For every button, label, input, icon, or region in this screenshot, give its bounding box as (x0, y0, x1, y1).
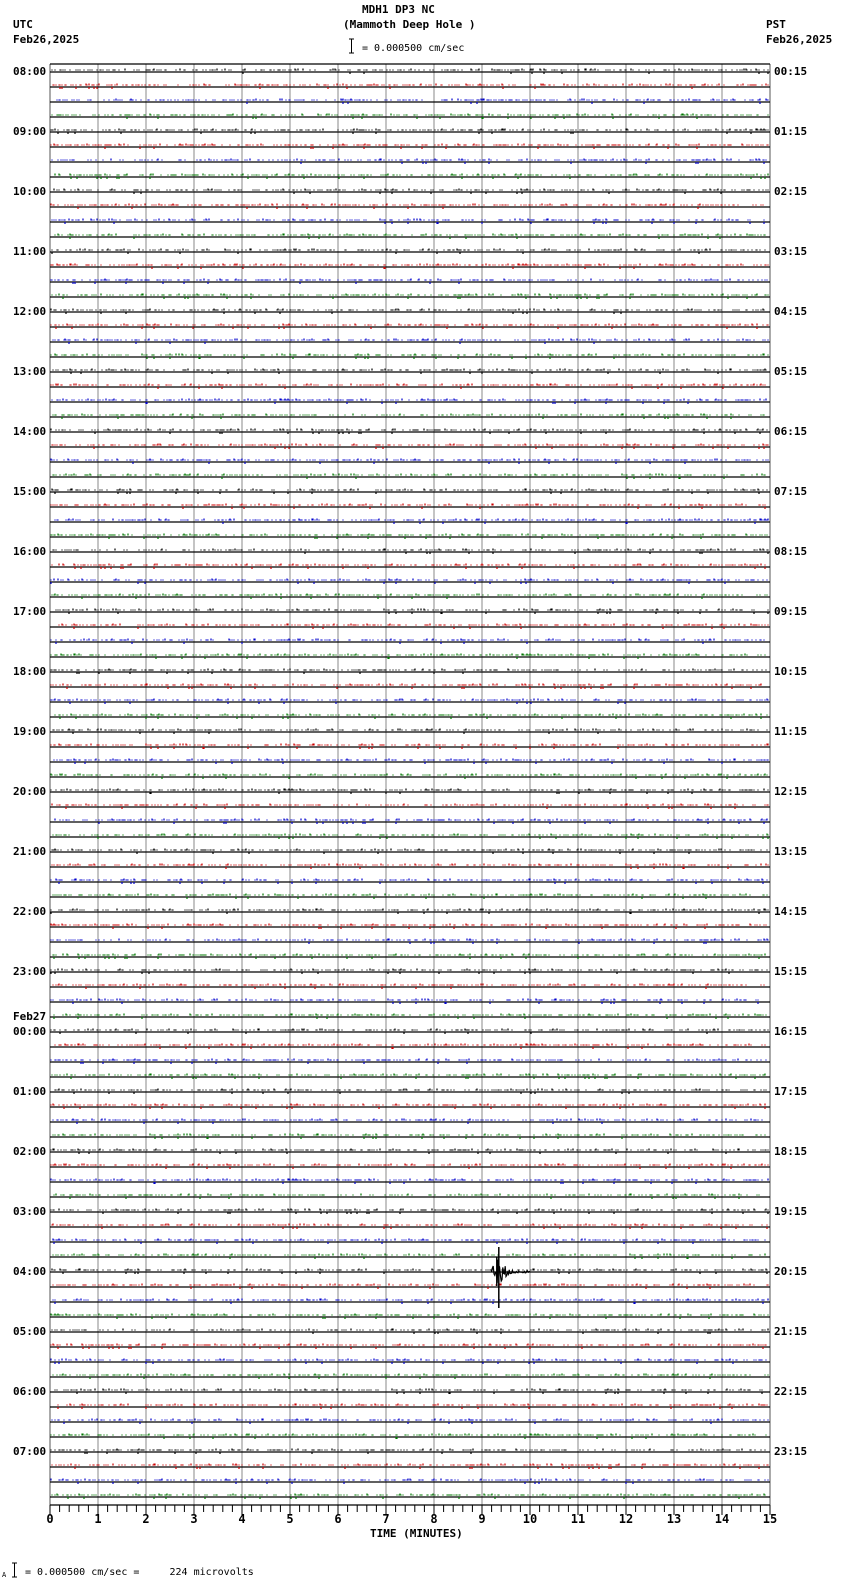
pst-time-label: 00:15 (774, 65, 808, 78)
scale-text: = 0.000500 cm/sec (362, 43, 465, 54)
utc-date-label: Feb27 (13, 1010, 47, 1023)
x-tick-label: 4 (238, 1512, 246, 1526)
utc-time-label: 03:00 (13, 1205, 47, 1218)
pst-time-label: 01:15 (774, 125, 808, 138)
x-tick-label: 7 (382, 1512, 390, 1526)
x-tick-label: 13 (666, 1512, 682, 1526)
pst-time-label: 16:15 (774, 1025, 808, 1038)
pst-time-label: 08:15 (774, 545, 808, 558)
pst-time-label: 12:15 (774, 785, 808, 798)
utc-time-label: 07:00 (13, 1445, 47, 1458)
pst-time-label: 05:15 (774, 365, 808, 378)
utc-time-label: 00:00 (13, 1025, 47, 1038)
utc-time-label: 18:00 (13, 665, 47, 678)
pst-time-label: 07:15 (774, 485, 808, 498)
right-date: Feb26,2025 (766, 33, 833, 46)
x-tick-label: 9 (478, 1512, 486, 1526)
right-timezone: PST (766, 18, 786, 31)
x-tick-label: 14 (714, 1512, 730, 1526)
x-tick-label: 1 (94, 1512, 102, 1526)
utc-time-label: 15:00 (13, 485, 47, 498)
utc-time-label: 08:00 (13, 65, 47, 78)
pst-time-label: 18:15 (774, 1145, 808, 1158)
x-tick-label: 6 (334, 1512, 342, 1526)
x-tick-label: 5 (286, 1512, 294, 1526)
pst-time-label: 20:15 (774, 1265, 808, 1278)
utc-time-label: 11:00 (13, 245, 47, 258)
left-timezone: UTC (13, 18, 33, 31)
utc-time-label: 17:00 (13, 605, 47, 618)
utc-time-label: 13:00 (13, 365, 47, 378)
pst-time-label: 02:15 (774, 185, 808, 198)
pst-time-label: 10:15 (774, 665, 808, 678)
x-tick-label: 10 (522, 1512, 538, 1526)
x-tick-label: 11 (570, 1512, 586, 1526)
utc-time-label: 12:00 (13, 305, 47, 318)
utc-time-label: 05:00 (13, 1325, 47, 1338)
pst-time-label: 03:15 (774, 245, 808, 258)
x-tick-label: 15 (762, 1512, 778, 1526)
pst-time-label: 13:15 (774, 845, 808, 858)
x-tick-label: 8 (430, 1512, 438, 1526)
utc-time-label: 09:00 (13, 125, 47, 138)
pst-time-label: 19:15 (774, 1205, 808, 1218)
left-date: Feb26,2025 (13, 33, 80, 46)
pst-time-label: 04:15 (774, 305, 808, 318)
utc-time-label: 22:00 (13, 905, 47, 918)
station-title: MDH1 DP3 NC (362, 3, 435, 16)
x-tick-label: 2 (142, 1512, 150, 1526)
utc-time-label: 10:00 (13, 185, 47, 198)
pst-time-label: 14:15 (774, 905, 808, 918)
x-axis-title: TIME (MINUTES) (370, 1527, 463, 1540)
pst-time-label: 09:15 (774, 605, 808, 618)
pst-time-label: 22:15 (774, 1385, 808, 1398)
utc-time-label: 04:00 (13, 1265, 47, 1278)
pst-time-label: 06:15 (774, 425, 808, 438)
pst-time-label: 15:15 (774, 965, 808, 978)
station-subtitle: (Mammoth Deep Hole ) (343, 18, 476, 31)
pst-time-label: 11:15 (774, 725, 808, 738)
utc-time-label: 21:00 (13, 845, 47, 858)
utc-time-label: 23:00 (13, 965, 47, 978)
utc-time-label: 02:00 (13, 1145, 47, 1158)
utc-time-label: 06:00 (13, 1385, 47, 1398)
utc-time-label: 01:00 (13, 1085, 47, 1098)
pst-time-label: 21:15 (774, 1325, 808, 1338)
footer-prefix: A (2, 1571, 7, 1579)
pst-time-label: 23:15 (774, 1445, 808, 1458)
utc-time-label: 20:00 (13, 785, 47, 798)
utc-time-label: 16:00 (13, 545, 47, 558)
utc-time-label: 14:00 (13, 425, 47, 438)
utc-time-label: 19:00 (13, 725, 47, 738)
x-tick-label: 0 (46, 1512, 54, 1526)
pst-time-label: 17:15 (774, 1085, 808, 1098)
footer-scale-bar-icon (11, 1562, 18, 1578)
x-tick-label: 12 (618, 1512, 634, 1526)
x-tick-label: 3 (190, 1512, 198, 1526)
footer-scale-text: = 0.000500 cm/sec = 224 microvolts (25, 1567, 254, 1578)
